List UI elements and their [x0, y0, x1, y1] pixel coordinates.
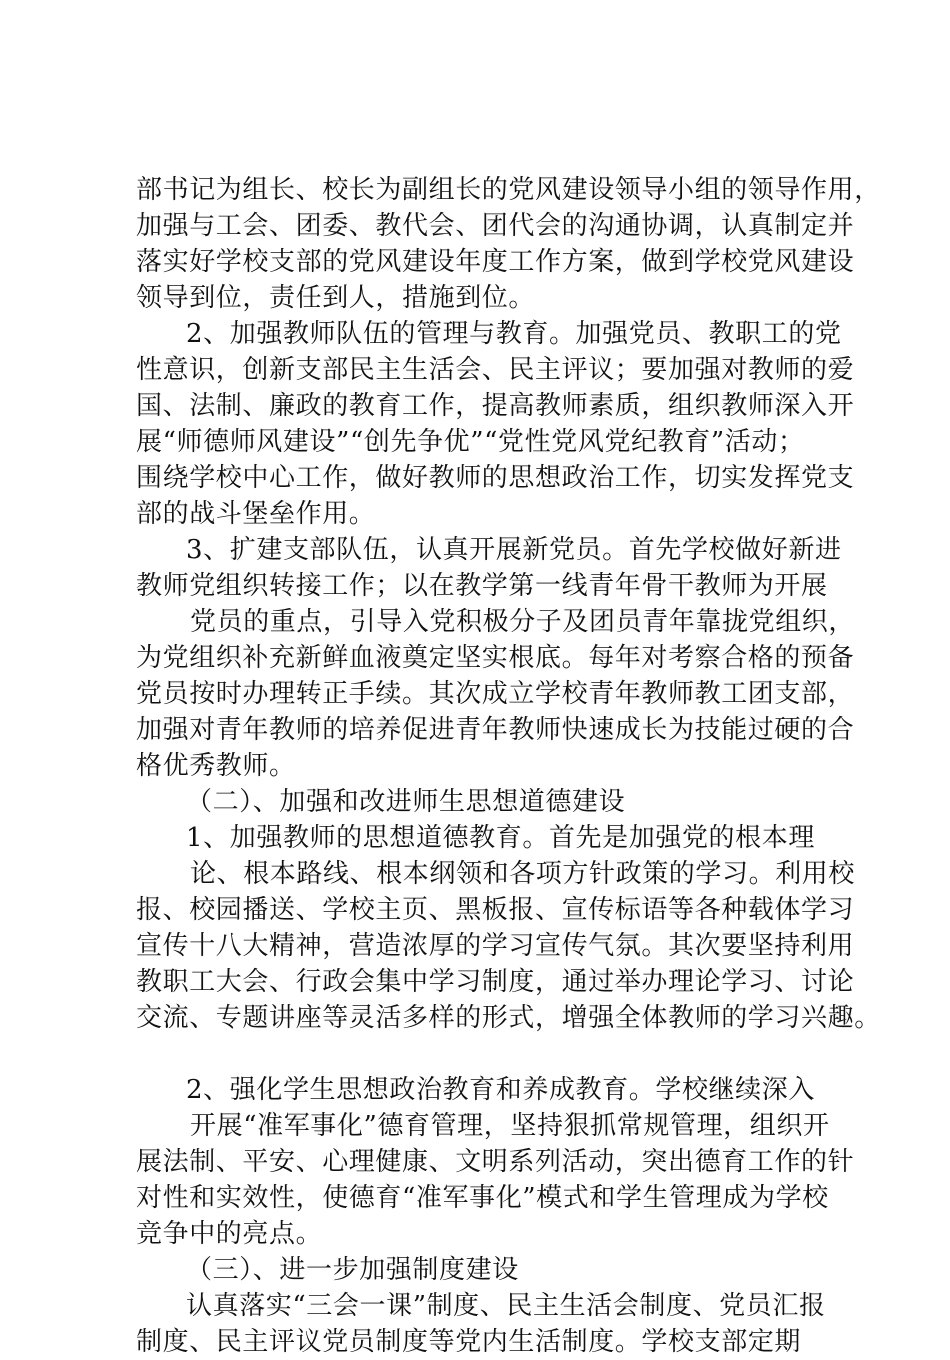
- text-line: 2、强化学生思想政治教育和养成教育。学校继续深入: [186, 1075, 815, 1105]
- text-line: 竞争中的亮点。: [136, 1219, 323, 1249]
- text-line: 论、根本路线、根本纲领和各项方针政策的学习。利用校: [190, 859, 856, 889]
- text-line: 为党组织补充新鲜血液奠定坚实根底。每年对考察合格的预备: [136, 643, 855, 673]
- text-line: 党员按时办理转正手续。其次成立学校青年教师教工团支部，: [136, 679, 855, 709]
- text-line: 部书记为组长、校长为副组长的党风建设领导小组的领导作用，: [136, 175, 881, 205]
- text-line: 国、法制、廉政的教育工作，提高教师素质，组织教师深入开: [136, 391, 855, 421]
- text-line: 格优秀教师。: [136, 751, 296, 781]
- text-line: 对性和实效性，使德育“准军事化”模式和学生管理成为学校: [136, 1183, 829, 1213]
- text-line: 部的战斗堡垒作用。: [136, 499, 376, 529]
- text-line: 开展“准军事化”德育管理，坚持狠抓常规管理，组织开: [190, 1111, 830, 1141]
- text-line: 领导到位，责任到人，措施到位。: [136, 283, 536, 313]
- text-line: 围绕学校中心工作，做好教师的思想政治工作，切实发挥党支: [136, 463, 855, 493]
- text-line: 落实好学校支部的党风建设年度工作方案，做到学校党风建设: [136, 247, 855, 277]
- text-line: 加强对青年教师的培养促进青年教师快速成长为技能过硬的合: [136, 715, 855, 745]
- text-line: 性意识，创新支部民主生活会、民主评议；要加强对教师的爱: [136, 355, 855, 385]
- text-line: 教职工大会、行政会集中学习制度，通过举办理论学习、讨论: [136, 967, 855, 997]
- text-line: 加强与工会、团委、教代会、团代会的沟通协调，认真制定并: [136, 211, 855, 241]
- text-line: 制度、民主评议党员制度等党内生活制度。学校支部定期: [136, 1327, 802, 1357]
- text-line: 交流、专题讲座等灵活多样的形式，增强全体教师的学习兴趣。: [136, 1003, 881, 1033]
- text-line: 党员的重点，引导入党积极分子及团员青年靠拢党组织，: [190, 607, 856, 637]
- section-heading: （二）、加强和改进师生思想道德建设: [186, 787, 626, 817]
- text-line: 2、加强教师队伍的管理与教育。加强党员、教职工的党: [186, 319, 842, 349]
- text-line: 教师党组织转接工作；以在教学第一线青年骨干教师为开展: [136, 571, 828, 601]
- text-line: 认真落实“三会一课”制度、民主生活会制度、党员汇报: [186, 1291, 826, 1321]
- text-line: 宣传十八大精神，营造浓厚的学习宣传气氛。其次要坚持利用: [136, 931, 855, 961]
- text-line: 展法制、平安、心理健康、文明系列活动，突出德育工作的针: [136, 1147, 855, 1177]
- text-line: 1、加强教师的思想道德教育。首先是加强党的根本理: [186, 823, 815, 853]
- text-line: 报、校园播送、学校主页、黑板报、宣传标语等各种载体学习: [136, 895, 855, 925]
- section-heading: （三）、进一步加强制度建设: [186, 1255, 519, 1285]
- text-line: 3、扩建支部队伍，认真开展新党员。首先学校做好新进: [186, 535, 842, 565]
- text-line: 展“师德师风建设”“创先争优”“党性党风党纪教育”活动；: [136, 427, 805, 457]
